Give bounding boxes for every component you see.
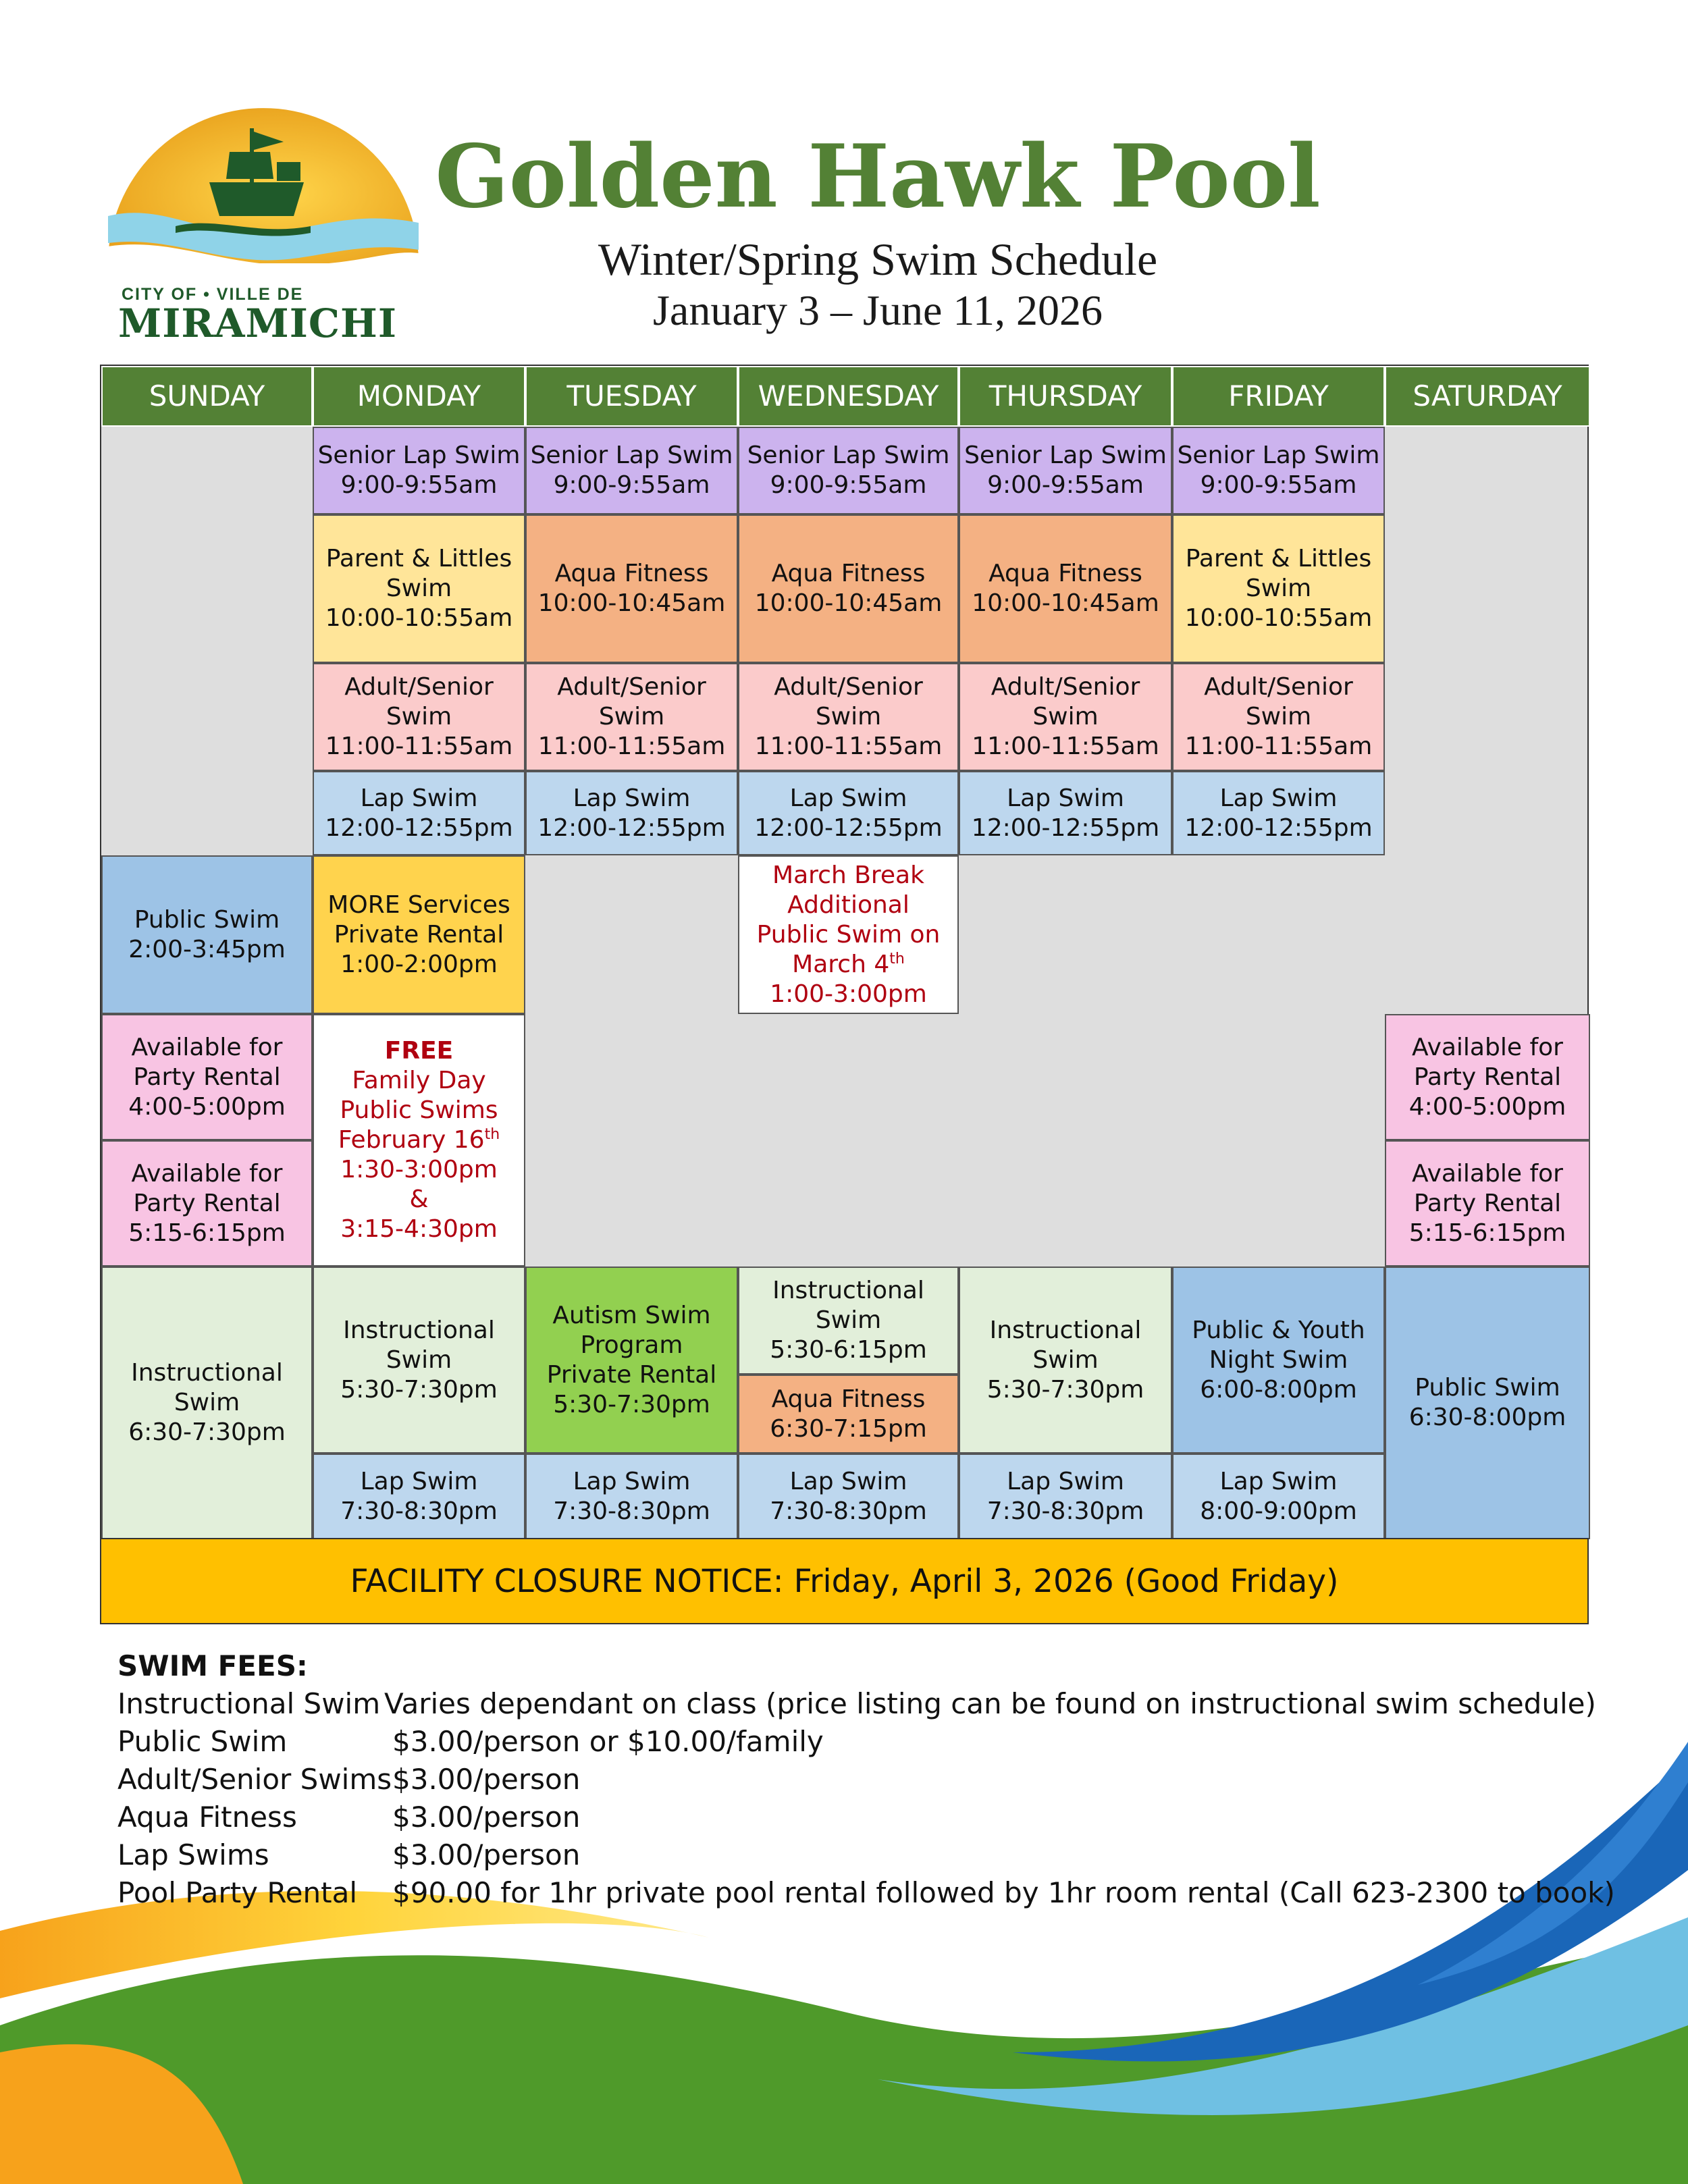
fee-label: Pool Party Rental	[117, 1876, 357, 1909]
senior-lap-swim-friday: Senior Lap Swim 9:00-9:55am	[1172, 427, 1385, 514]
day-header-saturday: SATURDAY	[1385, 366, 1590, 427]
day-header-friday: FRIDAY	[1172, 366, 1385, 427]
senior-lap-swim-wednesday: Senior Lap Swim 9:00-9:55am	[738, 427, 959, 514]
fee-value: $90.00 for 1hr private pool rental followed by 1hr room rental (Call 623-2300 to book)	[392, 1876, 1615, 1909]
logo-city-name: MIRAMICHI	[118, 300, 397, 346]
aqua-fitness-tuesday: Aqua Fitness 10:00-10:45am	[525, 514, 738, 663]
page-title: Golden Hawk Pool	[435, 126, 1321, 228]
page-subtitle: Winter/Spring Swim Schedule	[598, 234, 1158, 285]
fee-value: Varies dependant on class (price listing can be found on instructional swim schedule)	[384, 1687, 1596, 1720]
instructional-swim-thursday: Instructional Swim 5:30-7:30pm	[959, 1267, 1172, 1454]
public-swim-sunday: Public Swim 2:00-3:45pm	[101, 855, 313, 1014]
party-rental-sunday-2: Available for Party Rental 5:15-6:15pm	[101, 1140, 313, 1267]
city-logo	[108, 108, 419, 346]
lap-swim-evening-friday: Lap Swim 8:00-9:00pm	[1172, 1454, 1385, 1539]
fee-value: $3.00/person	[392, 1838, 581, 1871]
lap-swim-evening-wednesday: Lap Swim 7:30-8:30pm	[738, 1454, 959, 1539]
facility-closure-notice: FACILITY CLOSURE NOTICE: Friday, April 3, 2026 (Good Friday)	[100, 1538, 1589, 1624]
fee-row	[117, 1874, 1637, 1912]
instructional-swim-sunday: Instructional Swim 6:30-7:30pm	[101, 1267, 313, 1539]
adult-senior-swim-monday: Adult/Senior Swim 11:00-11:55am	[313, 663, 525, 771]
adult-senior-swim-wednesday: Adult/Senior Swim 11:00-11:55am	[738, 663, 959, 771]
public-swim-saturday: Public Swim 6:30-8:00pm	[1385, 1267, 1590, 1539]
lap-swim-evening-thursday: Lap Swim 7:30-8:30pm	[959, 1454, 1172, 1539]
fee-label: Instructional Swim	[117, 1687, 381, 1720]
lap-swim-noon-friday: Lap Swim 12:00-12:55pm	[1172, 771, 1385, 855]
lap-swim-noon-thursday: Lap Swim 12:00-12:55pm	[959, 771, 1172, 855]
party-rental-sunday-1: Available for Party Rental 4:00-5:00pm	[101, 1014, 313, 1140]
party-rental-saturday-2: Available for Party Rental 5:15-6:15pm	[1385, 1140, 1590, 1267]
aqua-fitness-thursday: Aqua Fitness 10:00-10:45am	[959, 514, 1172, 663]
day-header-wednesday: WEDNESDAY	[738, 366, 959, 427]
day-header-sunday: SUNDAY	[101, 366, 313, 427]
aqua-fitness-wednesday: Aqua Fitness 10:00-10:45am	[738, 514, 959, 663]
fee-label: Aqua Fitness	[117, 1801, 297, 1834]
aqua-fitness-wednesday-evening: Aqua Fitness 6:30-7:15pm	[738, 1375, 959, 1454]
senior-lap-swim-tuesday: Senior Lap Swim 9:00-9:55am	[525, 427, 738, 514]
senior-lap-swim-thursday: Senior Lap Swim 9:00-9:55am	[959, 427, 1172, 514]
day-header-tuesday: TUESDAY	[525, 366, 738, 427]
more-services-rental-monday: MORE Services Private Rental 1:00-2:00pm	[313, 855, 525, 1014]
fee-value: $3.00/person or $10.00/family	[392, 1725, 824, 1758]
march-break-public-swim: March Break Additional Public Swim on March 4th 1:00-3:00pm	[738, 855, 959, 1014]
fee-label: Public Swim	[117, 1725, 288, 1758]
instructional-swim-monday: Instructional Swim 5:30-7:30pm	[313, 1267, 525, 1454]
fee-value: $3.00/person	[392, 1763, 581, 1796]
adult-senior-swim-thursday: Adult/Senior Swim 11:00-11:55am	[959, 663, 1172, 771]
public-youth-night-swim-friday: Public & Youth Night Swim 6:00-8:00pm	[1172, 1267, 1385, 1454]
senior-lap-swim-monday: Senior Lap Swim 9:00-9:55am	[313, 427, 525, 514]
family-day-free-swims: FREE Family Day Public Swims February 16th 1:30-3:00pm & 3:15-4:30pm	[313, 1014, 525, 1267]
fee-label: Lap Swims	[117, 1838, 269, 1871]
lap-swim-evening-monday: Lap Swim 7:30-8:30pm	[313, 1454, 525, 1539]
fee-label: Adult/Senior Swims	[117, 1763, 392, 1796]
lap-swim-noon-wednesday: Lap Swim 12:00-12:55pm	[738, 771, 959, 855]
logo-sun-ship-icon	[108, 108, 419, 290]
autism-swim-program-tuesday: Autism Swim Program Private Rental 5:30-7:30pm	[525, 1267, 738, 1454]
fee-row	[117, 1685, 1637, 1723]
instructional-swim-wednesday: Instructional Swim 5:30-6:15pm	[738, 1267, 959, 1375]
fee-row	[117, 1723, 1637, 1761]
lap-swim-noon-tuesday: Lap Swim 12:00-12:55pm	[525, 771, 738, 855]
logo-city-text: CITY OF • VILLE DE	[122, 285, 304, 304]
fee-row	[117, 1836, 1637, 1874]
fee-row	[117, 1761, 1637, 1799]
swim-fees-title: SWIM FEES:	[117, 1649, 308, 1682]
fee-row	[117, 1799, 1637, 1836]
party-rental-saturday-1: Available for Party Rental 4:00-5:00pm	[1385, 1014, 1590, 1140]
lap-swim-noon-monday: Lap Swim 12:00-12:55pm	[313, 771, 525, 855]
swim-fees	[117, 1647, 1637, 1912]
adult-senior-swim-tuesday: Adult/Senior Swim 11:00-11:55am	[525, 663, 738, 771]
parent-littles-swim-monday: Parent & Littles Swim 10:00-10:55am	[313, 514, 525, 663]
schedule-dates: January 3 – June 11, 2026	[653, 286, 1103, 334]
fee-value: $3.00/person	[392, 1801, 581, 1834]
parent-littles-swim-friday: Parent & Littles Swim 10:00-10:55am	[1172, 514, 1385, 663]
schedule-table	[100, 365, 1589, 1622]
adult-senior-swim-friday: Adult/Senior Swim 11:00-11:55am	[1172, 663, 1385, 771]
lap-swim-evening-tuesday: Lap Swim 7:30-8:30pm	[525, 1454, 738, 1539]
day-header-thursday: THURSDAY	[959, 366, 1172, 427]
day-header-monday: MONDAY	[313, 366, 525, 427]
